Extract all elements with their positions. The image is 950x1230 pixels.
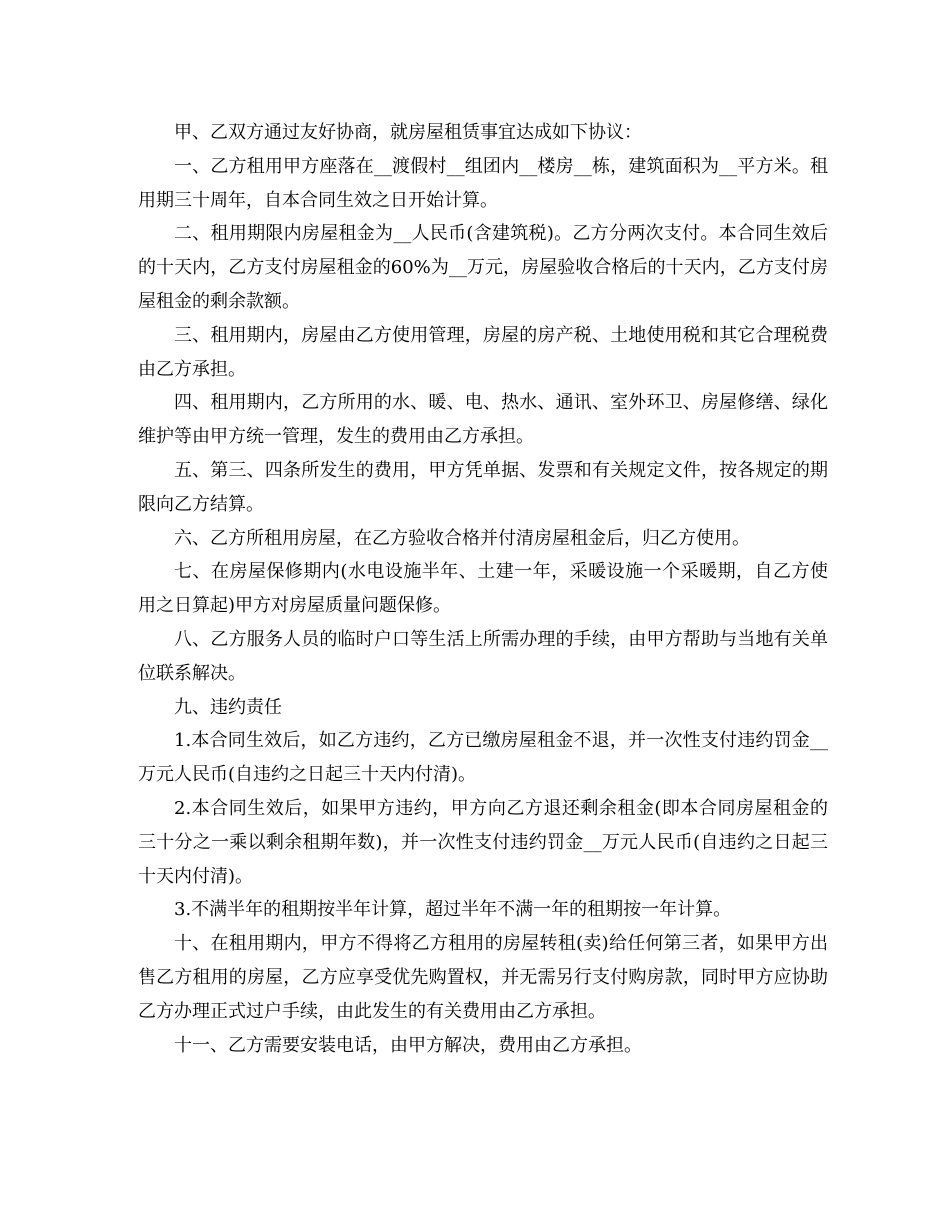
paragraph-clause-5: 五、第三、四条所发生的费用，甲方凭单据、发票和有关规定文件，按各规定的期限向乙方结算。 bbox=[138, 459, 828, 515]
paragraph-clause-2: 二、租用期限内房屋租金为__人民币(含建筑税)。乙方分两次支付。本合同生效后的十天内，乙方支付房屋租金的60%为__万元，房屋验收合格后的十天内，乙方支付房屋租金的剩余款额。 bbox=[138, 223, 828, 312]
paragraph-intro: 甲、乙双方通过友好协商，就房屋租赁事宜达成如下协议： bbox=[174, 122, 642, 143]
paragraph-clause-10: 十、在租用期内，甲方不得将乙方租用的房屋转租(卖)给任何第三者，如果甲方出售乙方租用的房屋，乙方应享受优先购置权，并无需另行支付购房款，同时甲方应协助乙方办理正式过户手续，由此发生的有关费用由乙方承担。 bbox=[138, 933, 828, 1022]
paragraph-clause-8: 八、乙方服务人员的临时户口等生活上所需办理的手续，由甲方帮助与当地有关单位联系解决。 bbox=[138, 628, 828, 684]
paragraph-clause-7: 七、在房屋保修期内(水电设施半年、土建一年，采暖设施一个采暖期，自乙方使用之日算起)甲方对房屋质量问题保修。 bbox=[138, 561, 828, 617]
paragraph-clause-1: 一、乙方租用甲方座落在__渡假村__组团内__楼房__栋，建筑面积为__平方米。租用期三十周年，自本合同生效之日开始计算。 bbox=[138, 155, 828, 211]
paragraph-clause-9-item-1: 1.本合同生效后，如乙方违约，乙方已缴房屋租金不退，并一次性支付违约罚金__万元人民币(自违约之日起三十天内付清)。 bbox=[138, 730, 828, 786]
paragraph-clause-4: 四、租用期内，乙方所用的水、暖、电、热水、通讯、室外环卫、房屋修缮、绿化维护等由甲方统一管理，发生的费用由乙方承担。 bbox=[138, 392, 828, 448]
paragraph-clause-9-item-3: 3.不满半年的租期按半年计算，超过半年不满一年的租期按一年计算。 bbox=[174, 899, 732, 921]
paragraph-clause-6: 六、乙方所租用房屋，在乙方验收合格并付清房屋租金后，归乙方使用。 bbox=[174, 527, 750, 549]
document-body bbox=[138, 116, 828, 1062]
paragraph-clause-11: 十一、乙方需要安装电话，由甲方解决，费用由乙方承担。 bbox=[174, 1034, 642, 1056]
paragraph-clause-9-heading: 九、违约责任 bbox=[174, 696, 282, 718]
paragraph-clause-9-item-2: 2.本合同生效后，如果甲方违约，甲方向乙方退还剩余租金(即本合同房屋租金的三十分之一乘以剩余租期年数)，并一次性支付违约罚金__万元人民币(自违约之日起三十天内付清)。 bbox=[138, 797, 828, 887]
paragraph-clause-3: 三、租用期内，房屋由乙方使用管理，房屋的房产税、土地使用税和其它合理税费由乙方承担。 bbox=[138, 324, 828, 380]
